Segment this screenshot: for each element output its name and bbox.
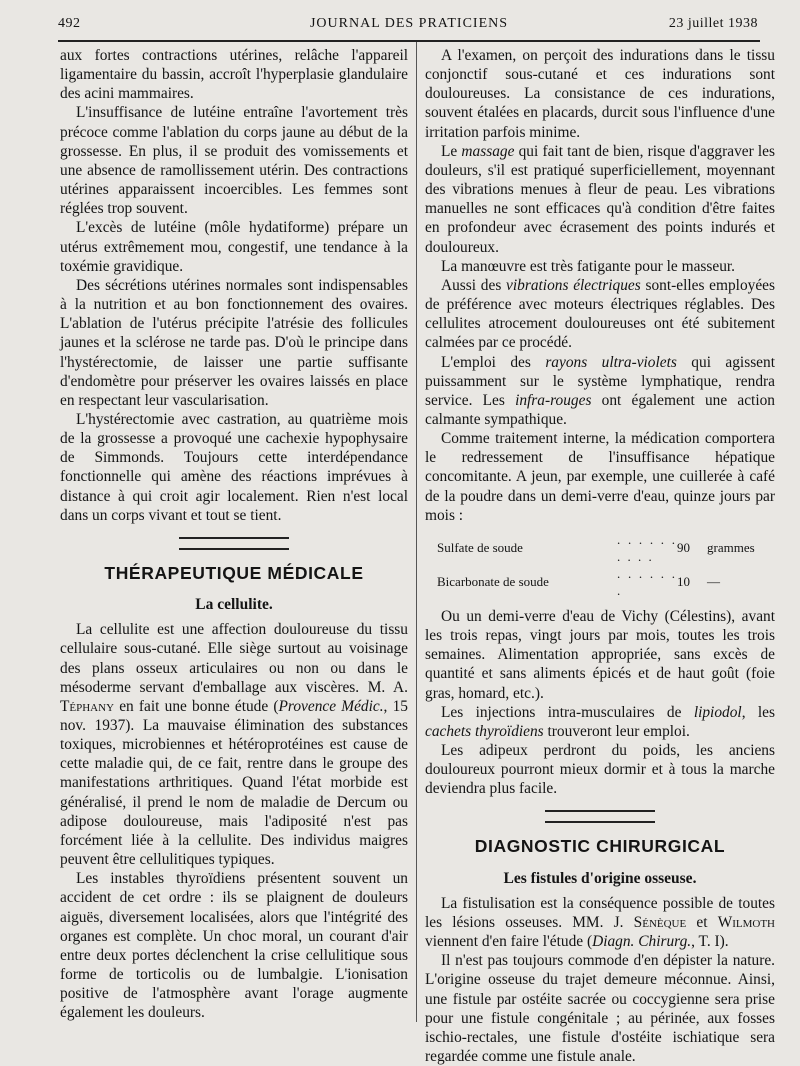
section-title: DIAGNOSTIC CHIRURGICAL [474,836,726,857]
page-number: 492 [58,16,81,31]
article-title: Les fistules d'origine osseuse. [503,869,697,887]
issue-date: 23 juillet 1938 [668,16,758,31]
prescription-table [437,531,755,599]
paragraph: L'excès de lutéine (môle hydatiforme) prépare un utérus extrêmement mou, congestif, une tendance à la toxémie gravidique. [60,219,408,275]
paragraph: La cellulite est une affection douloureuse du tissu cellulaire sous-cutané. Elle siège surtout au voisinage des plans osseux articulaires ou non ou dans le mésoderme servant d'emballage aux viscères. M. A. Téphany en fait une bonne étude (Provence Médic., 15 nov. 1937). La mauvaise élimination des substances toxiques, microbiennes et hétéroprotéines est cause de cette maladie qui, de ce fait, rentre dans le groupe des manifestations arthritiques. Quand l'état morbide est généralisé, il prend le nom de maladie de Dercum ou adipose douloureuse, mais l'adiposité n'est pas forcément liée à la cellulite. Des individus maigres peuvent être cellulitiques typiques. [60,621,408,869]
paragraph: aux fortes contractions utérines, relâche l'appareil ligamentaire du bassin, accroît l'hyperplasie glandulaire des acini mammaires. [60,47,408,103]
paragraph: Aussi des vibrations électriques sont-elles employées de préférence avec moteurs électriques réglables. Des cellulites atrocement douloureuses ont été subitement calmées par ce procédé. [425,276,775,352]
paragraph: Les injections intra-musculaires de lipiodol, les cachets thyroïdiens trouveront leur emploi. [425,703,775,740]
article-title: La cellulite. [195,596,273,614]
column-divider [416,42,417,1022]
paragraph: Des sécrétions utérines normales sont indispensables à la nutrition et au bon fonctionnement des ovaires. L'ablation de l'utérus précipite l'atrésie des follicules jaunes et la sclérose ne tarde pas. D'où le principe dans l'hystérectomie, de laisser une partie suffisante d'endomètre pour préserver les ovaires laissés en place en respectant leur vascularisation. [60,276,408,409]
paragraph: Les instables thyroïdiens présentent souvent un accident de cet ordre : ils se plaignent de douleurs aiguës, diversement localisées, alors que l'intégrité des organes est complète. Un choc moral, un courant d'air entre deux portes déclenchent la crise cellulitique sous forme de torticolis ou de lumbalgie. L'ionisation positive de l'atmosphère avant l'orage augmente également les douleurs. [60,870,408,1022]
author-name: Sénèque [633,913,687,931]
left-column [60,46,408,1022]
citation-source: Provence Médic. [278,697,384,715]
paragraph: La fistulisation est la conséquence possible de toutes les lésions osseuses. MM. J. Sénèque et Wilmoth viennent d'en faire l'étude (Diagn. Chirurg., T. I). [425,894,775,951]
paragraph: Il n'est pas toujours commode d'en dépister la nature. L'origine osseuse du trajet demeure méconnue. Ainsi, une fistule par ostéite sacrée ou coccygienne sera prise pour une fistule congénitale ; au périnée, aux fosses ischio-rectales, une fistule d'ostéite ischiatique sera regardée comme une fistule anale. [425,952,775,1066]
prescription-row: Sulfate de soude . . . . . . . . . . 90 grammes [437,531,755,564]
section-separator [545,810,655,823]
paragraph: L'insuffisance de lutéine entraîne l'avortement très précoce comme l'ablation du corps jaune au début de la grossesse. En plus, il se produit des vomissements et une absence de ramollissement utérin. Des contractions utérines apparaissent incoercibles. Les femmes sont réglées trop souvent. [60,104,408,218]
paragraph: A l'examen, on perçoit des indurations dans le tissu conjonctif sous-cutané et ces indurations sont douloureuses. La consistance de ces indurations, souvent étalées en placards, durcit sous l'influence d'une irritation parfois minime. [425,47,775,141]
paragraph: Le massage qui fait tant de bien, risque d'aggraver les douleurs, s'il est pratiqué superficiellement, moyennant des vibrations menues à fleur de peau. Les vibrations manuelles ne sont efficaces qu'à condition d'être faites en profondeur avec écrasement des points indurés et douloureux. [425,142,775,256]
paragraph: La manœuvre est très fatigante pour le masseur. [441,257,736,275]
author-name: Téphany [60,697,115,715]
paragraph: Les adipeux perdront du poids, les anciens douloureux pourront mieux dormir et à tous la marche deviendra plus facile. [425,742,775,798]
page-header [58,14,760,42]
paragraph: Ou un demi-verre d'eau de Vichy (Célestins), avant les trois repas, vingt jours par mois, toutes les trois semaines. Alimentation appropriée, sans excès de quantité et sans aliments épicés et de haut goût (foie gras, homard, etc.). [425,607,775,702]
paragraph: L'emploi des rayons ultra-violets qui agissent puissamment sur le système lymphatique, rendra service. Les infra-rouges ont également une action calmante sympathique. [425,353,775,428]
journal-title: JOURNAL DES PRATICIENS [309,16,509,31]
section-separator [179,537,289,550]
right-column [425,46,775,1066]
paragraph: Comme traitement interne, la médication comportera le redressement de l'insuffisance hépatique concomitante. A jeun, par exemple, une cuillerée à café de la poudre dans un demi-verre d'eau, quinze jours par mois : [425,430,775,524]
section-title: THÉRAPEUTIQUE MÉDICALE [104,562,364,583]
prescription-row: Bicarbonate de soude . . . . . . . 10 — [437,565,720,598]
citation-source: Diagn. Chirurg. [592,933,692,951]
paragraph: L'hystérectomie avec castration, au quatrième mois de la grossesse a provoqué une cachexie hypophysaire de Simmonds. Toujours cette interdépendance fonctionnelle qui amène des réactions imprévues à distance à qui croit agir localement. Rien n'est local dans un corps vivant et tout se tient. [60,410,408,524]
author-name: Wilmoth [717,913,775,931]
